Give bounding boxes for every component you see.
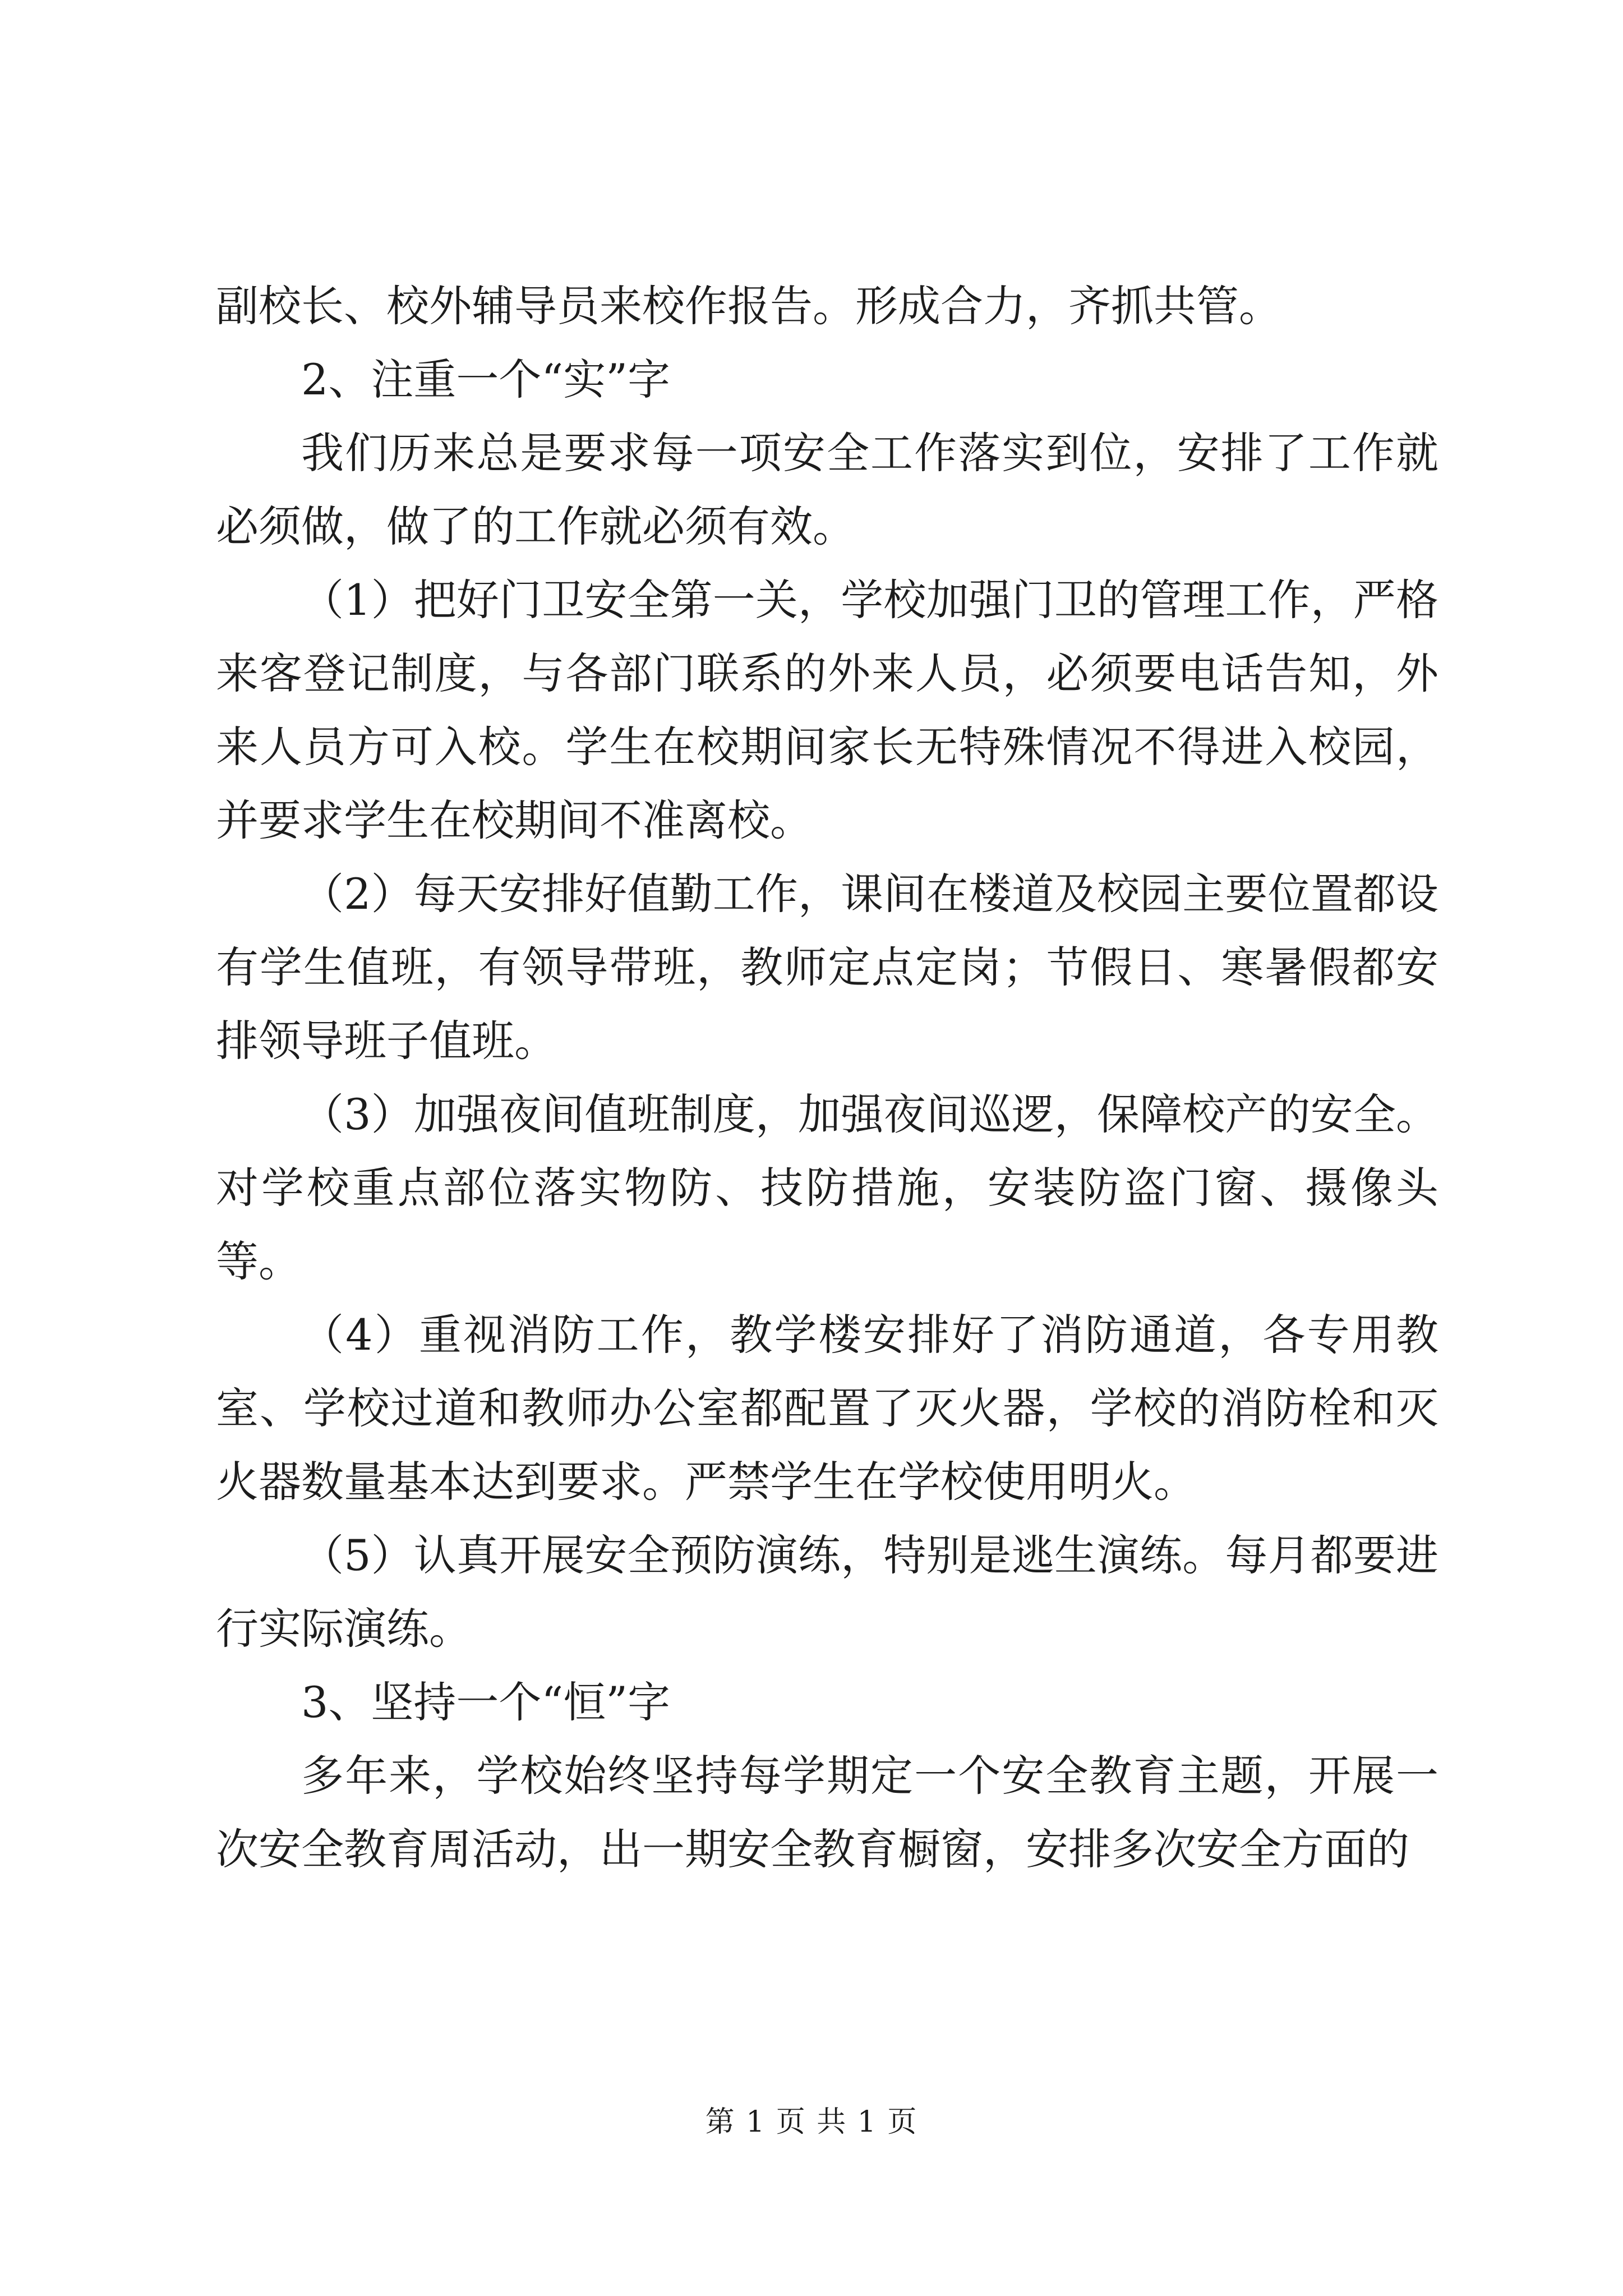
section-heading-2: 2、注重一个“实”字: [301, 355, 671, 404]
page-footer: 第 1 页 共 1 页: [705, 2105, 918, 2139]
list-item-2: （2）每天安排好值勤工作，课间在楼道及校园主要位置都设有学生值班，有领导带班，教师定点定岗；节假日、寒暑假都安排领导班子值班。: [216, 869, 1438, 1066]
list-item-3: （3）加强夜间值班制度，加强夜间巡逻，保障校产的安全。对学校重点部位落实物防、技防措施，安装防盗门窗、摄像头等。: [216, 1089, 1438, 1286]
document-body: [216, 269, 1438, 1886]
paragraph-continued: 副校长、校外辅导员来校作报告。形成合力，齐抓共管。: [216, 281, 1281, 331]
paragraph-intro-3: 多年来，学校始终坚持每学期定一个安全教育主题，开展一次安全教育周活动，出一期安全教育橱窗，安排多次安全方面的: [216, 1751, 1438, 1874]
section-heading-3: 3、坚持一个“恒”字: [301, 1677, 671, 1727]
list-item-1: （1）把好门卫安全第一关，学校加强门卫的管理工作，严格来客登记制度，与各部门联系的外来人员，必须要电话告知，外来人员方可入校。学生在校期间家长无特殊情况不得进入校园，并要求学生在校期间不准离校。: [216, 575, 1438, 845]
paragraph-intro-2: 我们历来总是要求每一项安全工作落实到位，安排了工作就必须做，做了的工作就必须有效。: [216, 428, 1438, 551]
list-item-4: （4）重视消防工作，教学楼安排好了消防通道，各专用教室、学校过道和教师办公室都配置了灭火器，学校的消防栓和灭火器数量基本达到要求。严禁学生在学校使用明火。: [216, 1310, 1438, 1507]
list-item-5: （5）认真开展安全预防演练，特别是逃生演练。每月都要进行实际演练。: [216, 1530, 1438, 1654]
